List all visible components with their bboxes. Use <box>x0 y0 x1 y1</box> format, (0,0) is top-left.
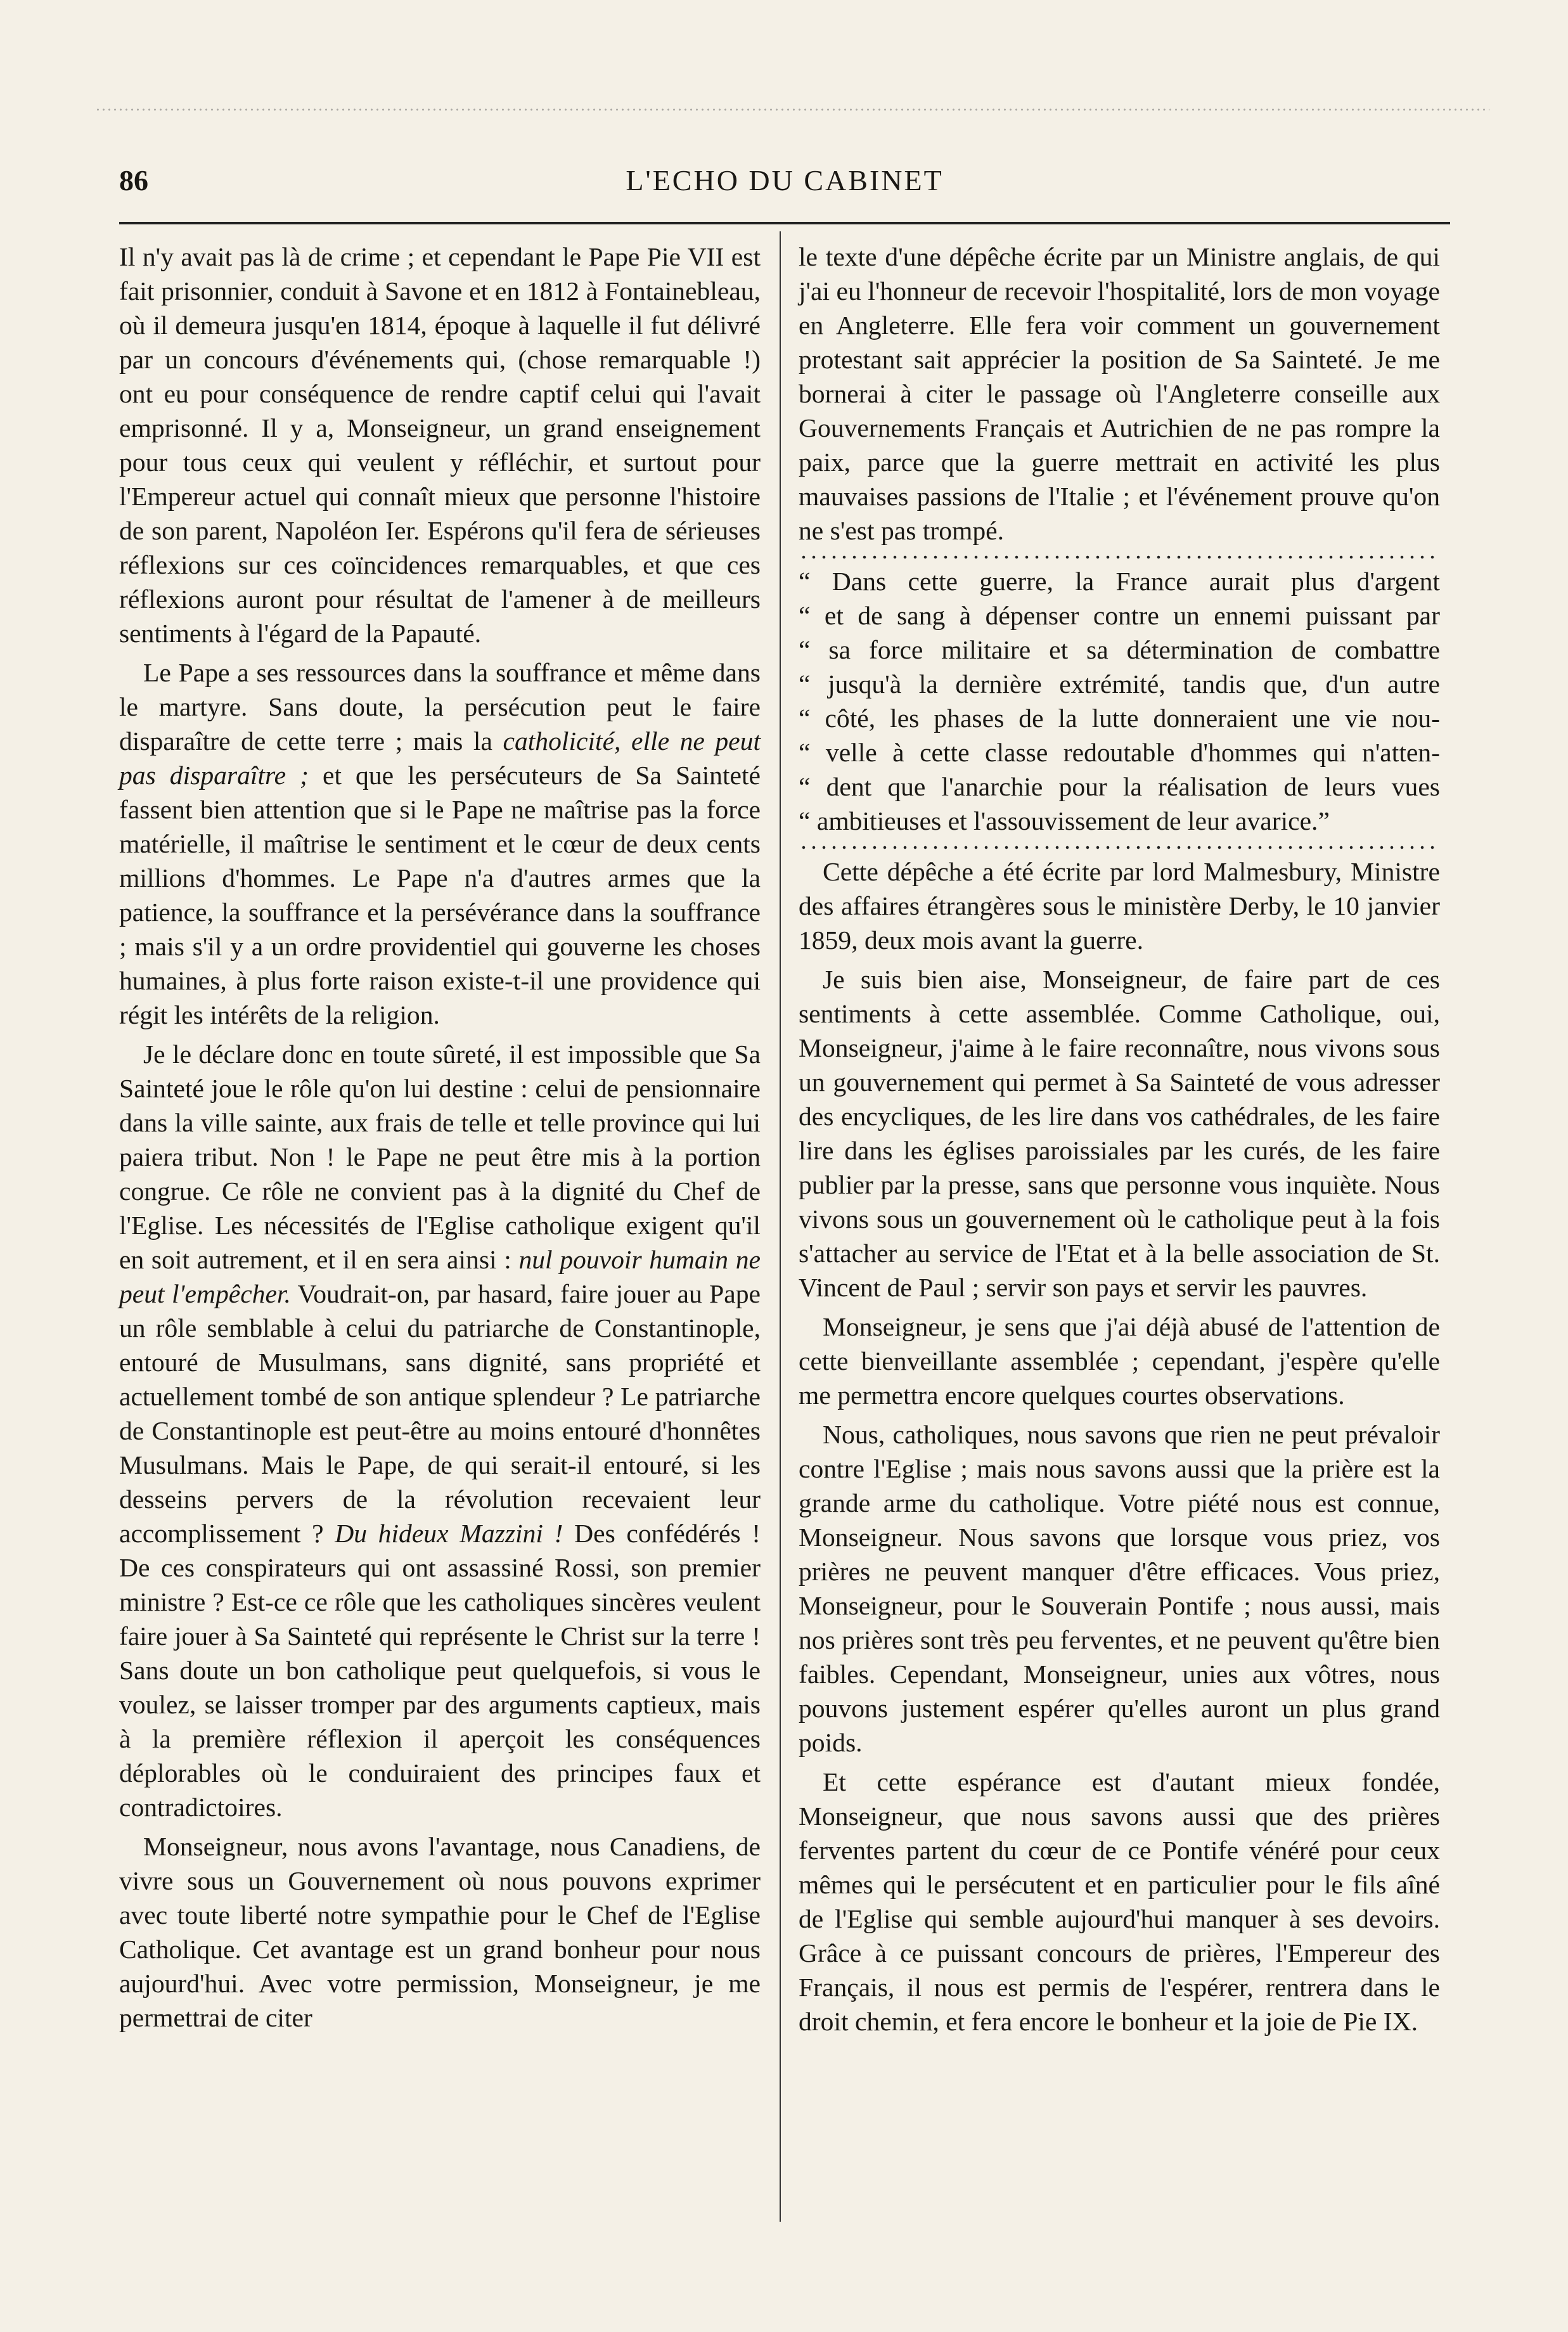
quote-line: “ côté, les phases de la lutte donneraient une vie nou- <box>799 704 1440 733</box>
paragraph: Monseigneur, je sens que j'ai déjà abusé de l'attention de cette bienveillante assemblée ; cependant, j'espère qu'elle me permettra encore quelques courtes observations. <box>799 1312 1440 1410</box>
running-title: L'ECHO DU CABINET <box>626 164 944 196</box>
paragraph: Je suis bien aise, Monseigneur, de faire part de ces sentiments à cette assemblée. Comme Catholique, oui, Monseigneur, j'aime à le faire reconnaître, nous vivons sous un gouvernement qui permet à Sa Sainteté de vous adresser des encycliques, de les lire dans vos cathédrales, de les faire lire dans les églises paroissiales par les curés, de les faire publier par la presse, sans que personne vous inquiète. Nous vivons sous un gouvernement où le catholique peut à la fois s'attacher au service de l'Etat et à la belle association de St. Vincent de Paul ; servir son pays et servir les pauvres. <box>799 965 1440 1302</box>
quote-line: “ et de sang à dépenser contre un ennemi puissant par <box>799 601 1440 630</box>
text-run: Je le déclare donc en toute sûreté, il est impossible que Sa Sainteté joue le rôle qu'on lui destine : celui de pensionnaire dans la ville sainte, aux frais de telle et telle province qui lui paiera tribut. Non ! le Pape ne peut être mis à la portion congrue. Ce rôle ne convient pas à la dignité du Chef de l'Eglise. Les nécessités de l'Eglise catholique exigent qu'il en soit autrement, et il en sera ainsi : <box>119 1040 761 1274</box>
page-number: 86 <box>119 164 148 196</box>
paragraph: Il n'y avait pas là de crime ; et cependant le Pape Pie VII est fait prisonnier, conduit à Savone et en 1812 à Fontainebleau, où il demeura jusqu'en 1814, époque à laquelle il fut délivré par un concours d'événements qui, (chose remarquable !) ont eu pour conséquence de rendre captif celui qui l'avait emprisonné. Il y a, Monseigneur, un grand enseignement pour tous ceux qui veulent y réfléchir, et surtout pour l'Empereur actuel qui connaît mieux que personne l'histoire de son parent, Napoléon Ier. Espérons qu'il fera de sérieuses réflexions sur ces coïncidences remarquables, et que ces réflexions auront pour résultat de l'amener à de meilleurs sentiments à l'égard de la Papauté. <box>119 242 761 648</box>
column-divider <box>780 231 781 2222</box>
quote-line: “ sa force militaire et sa détermination de combattre <box>799 635 1440 664</box>
text-run: et que les persécuteurs de Sa Sainteté fassent bien attention que si le Pape ne maîtrise pas la force matérielle, il maîtrise le sentiment et le cœur de deux cents millions d'hommes. Le Pape n'a d'autres armes que la patience, la souffrance et la persévérance dans la souffrance ; mais s'il y a un ordre providentiel qui gouverne les choses humaines, à plus forte raison existe-t-il une providence qui régit les intérêts de la religion. <box>119 761 761 1029</box>
dispatch-quote <box>799 564 1440 838</box>
dotted-separator <box>799 844 1440 851</box>
dotted-separator <box>799 554 1440 560</box>
quote-line: “ jusqu'à la dernière extrémité, tandis que, d'un autre <box>799 669 1440 699</box>
paragraph: Monseigneur, nous avons l'avantage, nous Canadiens, de vivre sous un Gouvernement où nous pouvons exprimer avec toute liberté notre sympathie pour le Chef de l'Eglise Catholique. Cet avantage est un grand bonheur pour nous aujourd'hui. Avec votre permission, Monseigneur, je me permettrai de citer <box>119 1832 761 2032</box>
paragraph <box>119 655 761 1032</box>
quote-line: “ ambitieuses et l'assouvissement de leur avarice.” <box>799 806 1330 835</box>
text-run: Des confédérés ! De ces conspirateurs qui ont assassiné Rossi, son premier ministre ? Est-ce ce rôle que les catholiques sincères veulent faire jouer à Sa Sainteté qui représente le Christ sur la terre ! Sans doute un bon catholique peut quelquefois, si vous le voulez, se laisser tromper par des arguments captieux, mais à la première réflexion il aperçoit les conséquences déplorables où le conduiraient des principes faux et contradictoires. <box>119 1519 761 1822</box>
text-run: Le Pape a ses ressources dans la souffrance et même dans le martyre. Sans doute, la persécution peut le faire disparaître de cette terre ; mais la <box>119 658 761 756</box>
text-run: Voudrait-on, par hasard, faire jouer au Pape un rôle semblable à celui du patriarche de Constantinople, entouré de Musulmans, sans dignité, sans propriété et actuellement tombé de son antique splendeur ? Le patriarche de Constantinople est peut-être au moins entouré d'honnêtes Musulmans. Mais le Pape, de qui serait-il entouré, si les desseins pervers de la révolution recevaient leur accomplissement ? <box>119 1279 761 1548</box>
paragraph <box>119 1037 761 1824</box>
right-column <box>799 240 1440 2044</box>
quote-line: “ velle à cette classe redoutable d'hommes qui n'atten- <box>799 738 1440 767</box>
left-column <box>119 240 761 2040</box>
paragraph: Nous, catholiques, nous savons que rien ne peut prévaloir contre l'Eglise ; mais nous savons aussi que la prière est la grande arme du catholique. Votre piété nous est connue, Monseigneur. Nous savons que lorsque vous priez, vos prières ne peuvent manquer d'être efficaces. Vous priez, Monseigneur, pour le Souverain Pontife ; nous aussi, mais nos prières sont très peu ferventes, et ne peuvent qu'être bien faibles. Cependant, Monseigneur, unies aux vôtres, nous pouvons justement espérer qu'elles auront un plus grand poids. <box>799 1420 1440 1757</box>
paragraph: Cette dépêche a été écrite par lord Malmesbury, Ministre des affaires étrangères sous le ministère Derby, le 10 janvier 1859, deux mois avant la guerre. <box>799 857 1440 955</box>
italic-run: nul pouvoir humain ne peut l'empêcher. <box>119 1245 761 1308</box>
italic-run: Du hideux Mazzini ! <box>335 1519 563 1548</box>
scan-noise <box>95 108 1489 112</box>
italic-run: catholicité, elle ne peut pas disparaître ; <box>119 726 761 790</box>
page-header <box>119 164 1450 208</box>
quote-line: “ dent que l'anarchie pour la réalisation de leurs vues <box>799 772 1440 801</box>
header-rule <box>119 222 1450 224</box>
quote-line: “ Dans cette guerre, la France aurait plus d'argent <box>799 567 1440 596</box>
paragraph: Et cette espérance est d'autant mieux fondée, Monseigneur, que nous savons aussi que des prières ferventes partent du cœur de ce Pontife vénéré pour ceux mêmes qui le persécutent et en particulier pour le fils aîné de l'Eglise qui semble aujourd'hui manquer à ses devoirs. Grâce à ce puissant concours de prières, l'Empereur des Français, il nous est permis de l'espérer, rentrera dans le droit chemin, et fera encore le bonheur et la joie de Pie IX. <box>799 1767 1440 2036</box>
paragraph: le texte d'une dépêche écrite par un Ministre anglais, de qui j'ai eu l'honneur de recevoir l'hospitalité, lors de mon voyage en Angleterre. Elle fera voir comment un gouvernement protestant sait apprécier la position de Sa Sainteté. Je me bornerai à citer le passage où l'Angleterre conseille aux Gouvernements Français et Autrichien de ne pas rompre la paix, parce que la guerre mettrait en activité les plus mauvaises passions de l'Italie ; et l'événement prouve qu'on ne s'est pas trompé. <box>799 242 1440 545</box>
